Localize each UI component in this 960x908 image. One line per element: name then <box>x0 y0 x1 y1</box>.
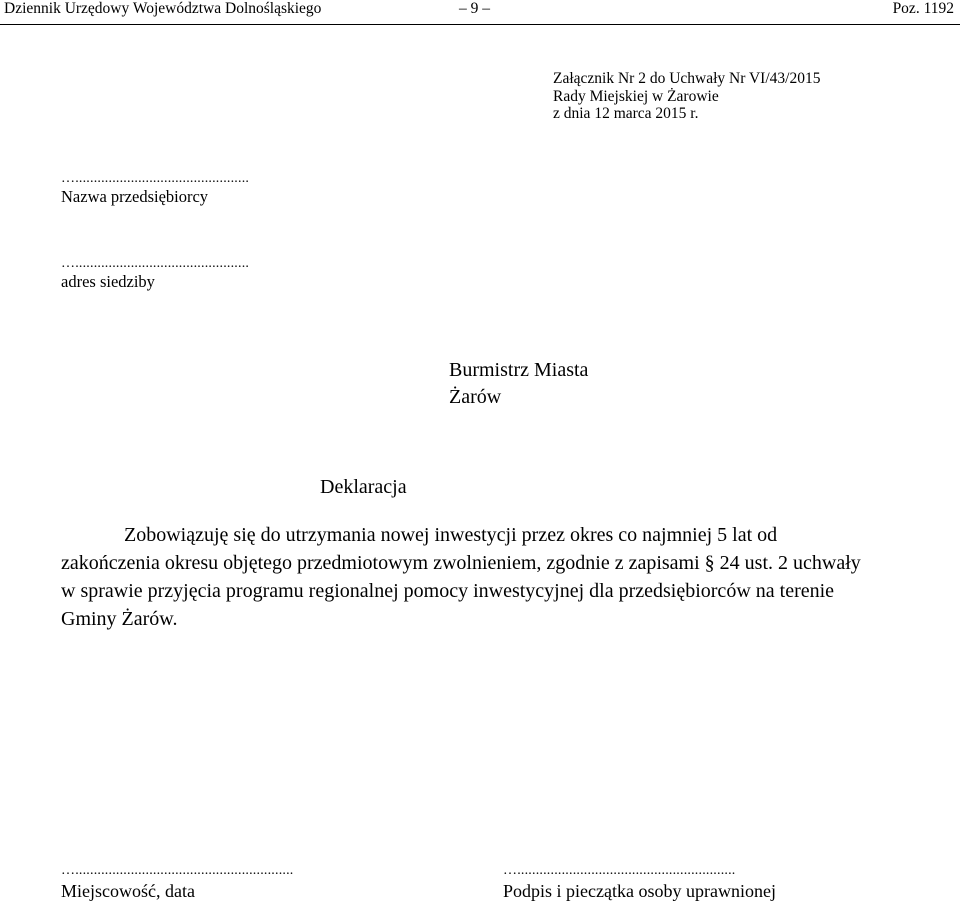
annex-line-2: Rady Miejskiej w Żarowie <box>553 87 719 105</box>
recipient-block <box>449 357 588 411</box>
place-date-label: Miejscowość, data <box>61 881 195 901</box>
annex-reference <box>553 70 820 123</box>
journal-title: Dziennik Urzędowy Województwa Dolnośląskiego <box>4 0 322 17</box>
declaration-line-3: w sprawie przyjęcia programu regionalnej pomocy inwestycyjnej dla przedsiębiorców na terenie <box>61 580 835 602</box>
place-date-dotted-line: …........................................................... <box>61 863 294 878</box>
address-label: adres siedziby <box>61 272 155 291</box>
recipient-line-1: Burmistrz Miasta <box>449 359 589 381</box>
annex-line-3: z dnia 12 marca 2015 r. <box>553 105 699 122</box>
page-number: – 9 – <box>459 0 490 17</box>
signature-label: Podpis i pieczątka osoby uprawnionej <box>503 881 776 901</box>
declaration-line-2: zakończenia okresu objętego przedmiotowym zwolnieniem, zgodnie z zapisami § 24 ust. 2 uchwały <box>61 552 861 574</box>
declaration-line-1: Zobowiązuję się do utrzymania nowej inwestycji przez okres co najmniej 5 lat od <box>124 524 778 546</box>
company-name-label: Nazwa przedsiębiorcy <box>61 187 209 206</box>
company-name-dotted-line: …............................................... <box>61 171 250 186</box>
address-dotted-line: …............................................... <box>61 256 250 271</box>
declaration-title: Deklaracja <box>320 476 407 498</box>
annex-line-1: Załącznik Nr 2 do Uchwały Nr VI/43/2015 <box>553 70 821 87</box>
declaration-body <box>61 521 941 633</box>
recipient-line-2: Żarów <box>449 386 502 408</box>
position-number: Poz. 1192 <box>892 0 954 17</box>
page-header <box>0 0 960 25</box>
signature-dotted-line: …........................................................... <box>503 863 736 878</box>
declaration-line-4: Gminy Żarów. <box>61 608 178 630</box>
